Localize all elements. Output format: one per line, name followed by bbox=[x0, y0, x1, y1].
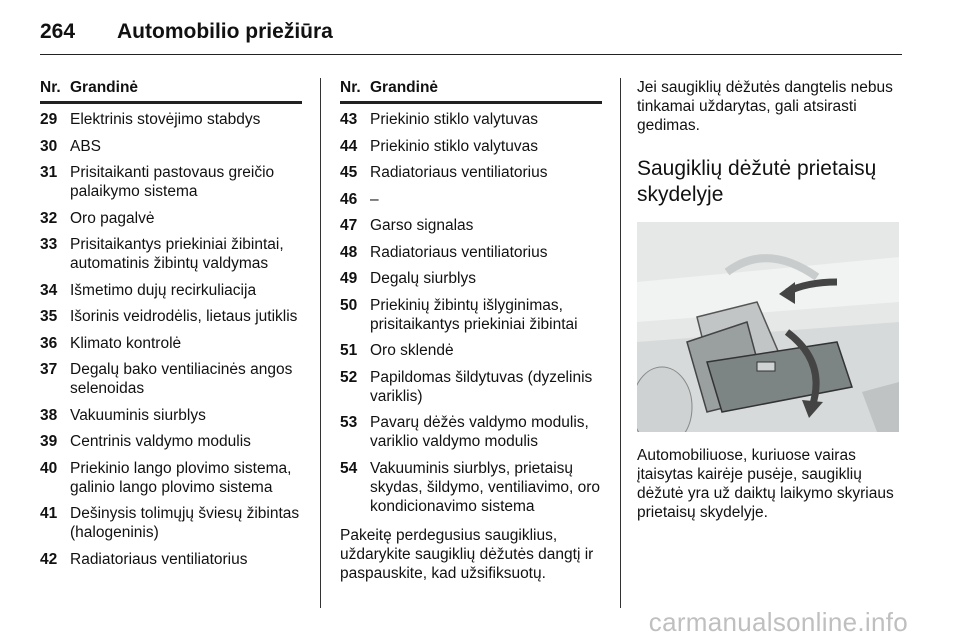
fuse-box-location-caption: Automobiliuose, kuriuose vairas įtaisytas kairėje pusėje, saugiklių dėžutė yra už daiktų laikymo skyriaus prietaisų skydelyje. bbox=[637, 447, 894, 521]
circuit-name: Oro pagalvė bbox=[70, 209, 155, 227]
fuse-number: 30 bbox=[40, 137, 58, 155]
page-number: 264 bbox=[40, 20, 76, 43]
circuit-name: Priekinio lango plovimo sistema, galinio lango plovimo sistema bbox=[70, 459, 292, 496]
circuit-name: Pavarų dėžės valdymo modulis, variklio valdymo modulis bbox=[370, 414, 589, 450]
fuse-table-left bbox=[40, 78, 302, 576]
table-row bbox=[40, 406, 302, 425]
circuit-name: Priekinių žibintų išlyginimas, prisitaikantys priekiniai žibintai bbox=[370, 296, 578, 333]
table-row bbox=[340, 459, 602, 516]
intro-paragraph: Jei saugiklių dėžutės dangtelis nebus tinkamai uždarytas, gali atsirasti gedimas. bbox=[637, 79, 893, 134]
circuit-name: Radiatoriaus ventiliatorius bbox=[370, 243, 548, 261]
section-title: Saugiklių dėžutė prietaisų skydelyje bbox=[637, 157, 877, 206]
fuse-number: 41 bbox=[40, 505, 58, 522]
fuse-box-illustration bbox=[637, 222, 899, 432]
fuse-number: 53 bbox=[340, 414, 358, 431]
page-header bbox=[40, 14, 902, 55]
table-row bbox=[40, 360, 302, 398]
table-row bbox=[40, 459, 302, 497]
circuit-name: Elektrinis stovėjimo stabdys bbox=[70, 111, 261, 128]
table-row bbox=[340, 368, 602, 406]
fuse-number: 29 bbox=[40, 111, 58, 128]
header-nr: Nr. bbox=[340, 79, 361, 96]
table-row bbox=[40, 550, 302, 569]
table-row bbox=[340, 190, 602, 209]
circuit-name: Dešinysis tolimųjų šviesų žibintas (halogeninis) bbox=[70, 505, 300, 541]
fuse-number: 48 bbox=[340, 243, 358, 261]
fuse-number: 47 bbox=[340, 217, 358, 234]
fuse-number: 39 bbox=[40, 433, 58, 450]
table-row bbox=[40, 432, 302, 451]
fuse-number: 37 bbox=[40, 361, 58, 378]
fuse-number: 43 bbox=[340, 111, 358, 128]
circuit-name: Priekinio stiklo valytuvas bbox=[370, 137, 538, 155]
fuse-number: 45 bbox=[340, 164, 358, 181]
circuit-name: Degalų bako ventiliacinės angos selenoidas bbox=[70, 361, 293, 397]
table-row bbox=[40, 504, 302, 542]
table-header bbox=[40, 78, 302, 104]
fuse-number: 34 bbox=[40, 281, 58, 299]
fuse-number: 46 bbox=[340, 190, 358, 208]
fuse-number: 36 bbox=[40, 334, 58, 352]
circuit-name: Garso signalas bbox=[370, 217, 474, 234]
table-header bbox=[340, 78, 602, 104]
circuit-name: Degalų siurblys bbox=[370, 270, 476, 287]
fuse-number: 32 bbox=[40, 209, 58, 227]
circuit-name: Vakuuminis siurblys bbox=[70, 406, 206, 424]
circuit-name: Radiatoriaus ventiliatorius bbox=[370, 164, 548, 181]
table-row bbox=[340, 216, 602, 235]
fuse-number: 44 bbox=[340, 137, 358, 155]
circuit-name: ABS bbox=[70, 137, 102, 155]
circuit-name: Centrinis valdymo modulis bbox=[70, 433, 251, 450]
circuit-name: Priekinio stiklo valytuvas bbox=[370, 111, 538, 128]
table-row bbox=[40, 281, 302, 300]
circuit-name: Prisitaikantys priekiniai žibintai, automatinis žibintų valdymas bbox=[70, 236, 284, 272]
table-row bbox=[340, 341, 602, 360]
fuse-number: 38 bbox=[40, 406, 58, 424]
circuit-name: Prisitaikanti pastovaus greičio palaikymo sistema bbox=[70, 164, 275, 200]
fuse-number: 33 bbox=[40, 236, 58, 253]
table-row bbox=[40, 334, 302, 353]
fuse-table-right bbox=[340, 78, 602, 583]
table-row bbox=[340, 110, 602, 129]
table-row bbox=[340, 269, 602, 288]
fuse-number: 31 bbox=[40, 164, 58, 181]
circuit-name: Klimato kontrolė bbox=[70, 334, 182, 352]
table-row bbox=[340, 413, 602, 451]
table-row bbox=[340, 137, 602, 156]
table-row bbox=[340, 243, 602, 262]
fuse-number: 40 bbox=[40, 459, 58, 477]
table-row bbox=[40, 163, 302, 201]
fuse-number: 50 bbox=[340, 296, 358, 314]
watermark: carmanualsonline.info bbox=[648, 607, 908, 637]
table-row bbox=[340, 296, 602, 334]
fuse-number: 51 bbox=[340, 342, 358, 359]
table-row bbox=[340, 163, 602, 182]
header-nr: Nr. bbox=[40, 79, 61, 96]
column-divider bbox=[320, 78, 321, 608]
circuit-name: – bbox=[370, 190, 379, 208]
header-circuit: Grandinė bbox=[370, 79, 439, 96]
text-column-right bbox=[637, 78, 905, 522]
table-row bbox=[40, 137, 302, 156]
circuit-name: Radiatoriaus ventiliatorius bbox=[70, 550, 248, 568]
column-divider bbox=[620, 78, 621, 608]
table-row bbox=[40, 209, 302, 228]
table-row bbox=[40, 307, 302, 326]
fuse-number: 42 bbox=[40, 550, 58, 568]
replace-fuse-paragraph: Pakeitę perdegusius saugiklius, uždarykite saugiklių dėžutės dangtį ir paspauskite, kad užsifiksuotų. bbox=[340, 526, 594, 582]
circuit-name: Išmetimo dujų recirkuliacija bbox=[70, 281, 257, 299]
table-row bbox=[40, 110, 302, 129]
header-circuit: Grandinė bbox=[70, 79, 139, 96]
table-row bbox=[40, 235, 302, 273]
circuit-name: Vakuuminis siurblys, prietaisų skydas, šildymo, ventiliavimo, oro kondicionavimo sistema bbox=[370, 459, 600, 515]
fuse-number: 52 bbox=[340, 368, 358, 386]
fuse-number: 35 bbox=[40, 308, 58, 325]
page-title: Automobilio priežiūra bbox=[117, 20, 333, 43]
fuse-number: 49 bbox=[340, 270, 358, 287]
fuse-number: 54 bbox=[340, 459, 358, 477]
circuit-name: Oro sklendė bbox=[370, 342, 454, 359]
circuit-name: Išorinis veidrodėlis, lietaus jutiklis bbox=[70, 308, 298, 325]
circuit-name: Papildomas šildytuvas (dyzelinis variklis) bbox=[370, 368, 593, 405]
